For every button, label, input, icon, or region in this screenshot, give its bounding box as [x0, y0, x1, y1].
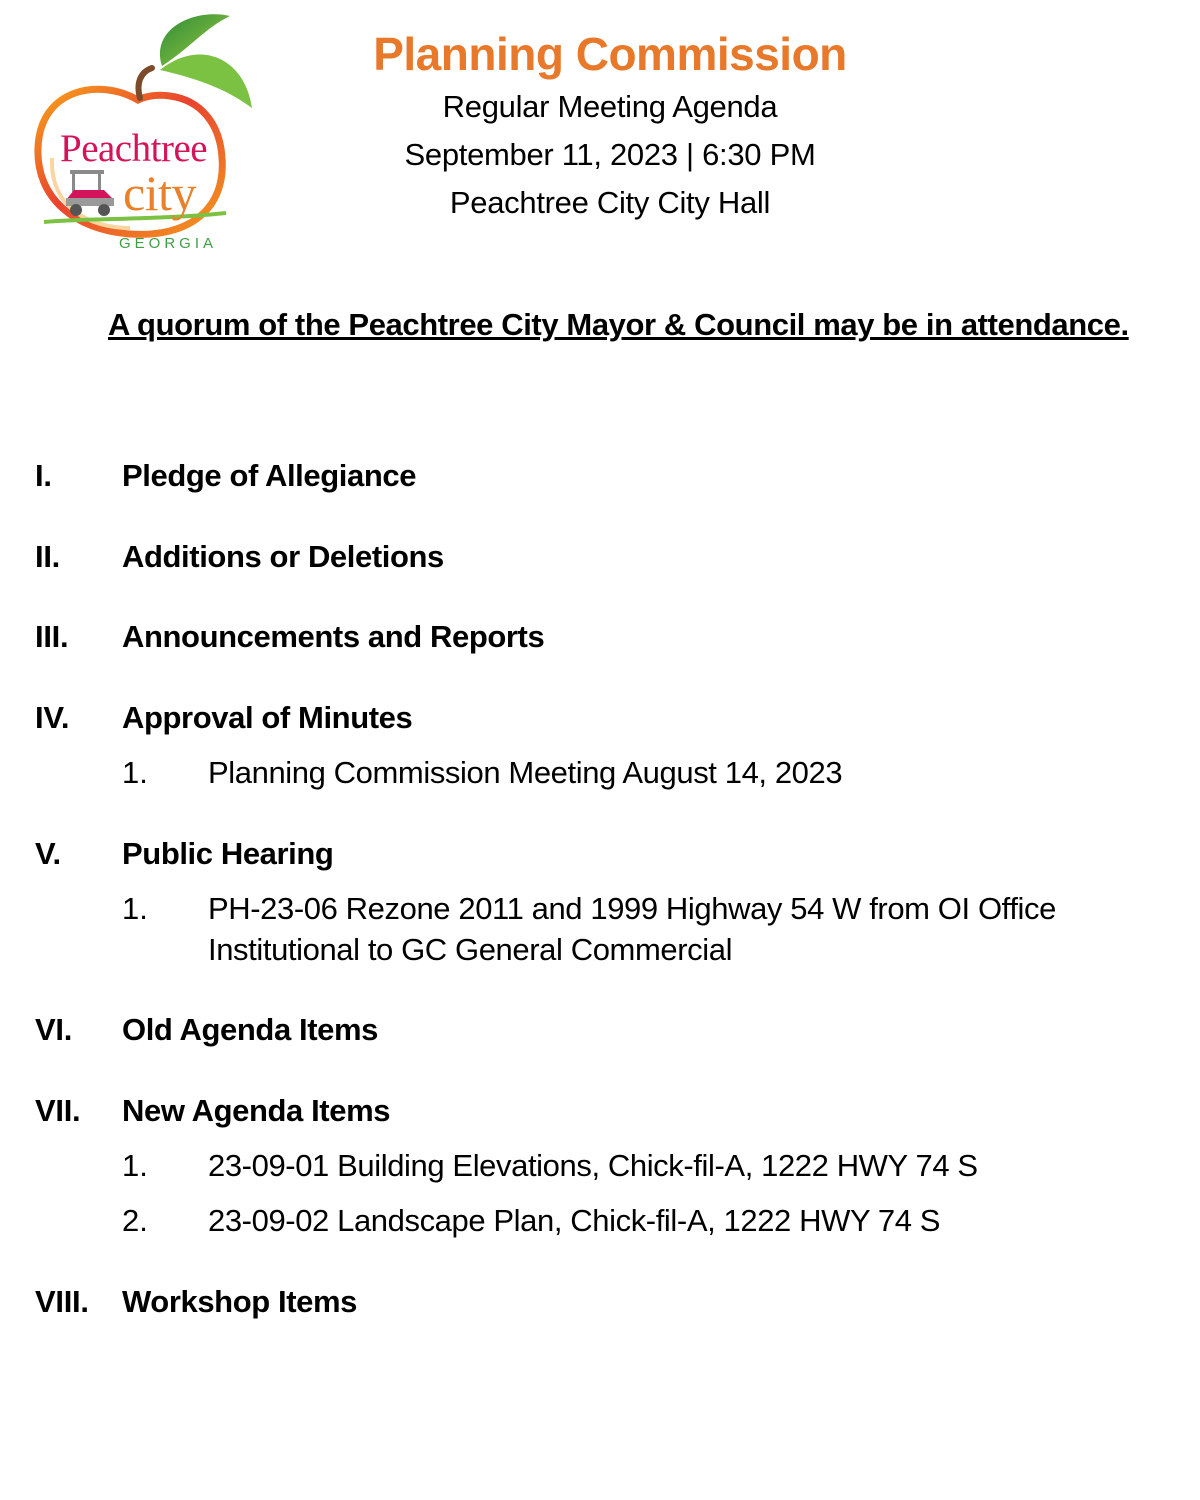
subitem-number: 1. [122, 891, 148, 926]
peachtree-city-logo [30, 8, 260, 253]
section-numeral: VI. [35, 1012, 73, 1047]
section-numeral: IV. [35, 700, 70, 735]
section-numeral: VII. [35, 1093, 81, 1128]
section-title: Public Hearing [122, 836, 334, 871]
section-numeral: II. [35, 539, 60, 574]
quorum-notice: A quorum of the Peachtree City Mayor & Council may be in attendance. [108, 307, 1129, 342]
section-title: Workshop Items [122, 1284, 357, 1319]
section-title: Approval of Minutes [122, 700, 413, 735]
section-title: New Agenda Items [122, 1093, 391, 1128]
meeting-type: Regular Meeting Agenda [442, 89, 778, 124]
page-title: Planning Commission [373, 28, 847, 80]
subitem-text: 23-09-01 Building Elevations, Chick-fil-A, 1222 HWY 74 S [208, 1148, 978, 1183]
section-numeral: V. [35, 836, 61, 871]
section-title: Pledge of Allegiance [122, 458, 417, 493]
logo-word-peachtree: Peachtree [60, 127, 208, 170]
subitem-text: Planning Commission Meeting August 14, 2023 [208, 755, 843, 790]
section-numeral: III. [35, 619, 69, 654]
section-numeral: VIII. [35, 1284, 89, 1319]
section-numeral: I. [35, 458, 52, 493]
logo-word-city: city [123, 165, 196, 221]
meeting-datetime: September 11, 2023 | 6:30 PM [404, 137, 816, 172]
section-title: Announcements and Reports [122, 619, 545, 654]
subitem-number: 1. [122, 1148, 148, 1183]
section-title: Old Agenda Items [122, 1012, 378, 1047]
subitem-number: 1. [122, 755, 148, 790]
subitem-text: PH-23-06 Rezone 2011 and 1999 Highway 54 W from OI Office Institutional to GC General Commercial [208, 891, 1056, 967]
golf-cart-icon [66, 170, 114, 216]
meeting-location: Peachtree City City Hall [449, 185, 771, 220]
document-header [330, 25, 890, 227]
section-title: Additions or Deletions [122, 539, 444, 574]
logo-word-georgia: GEORGIA [119, 235, 218, 252]
subitem-text: 23-09-02 Landscape Plan, Chick-fil-A, 1222 HWY 74 S [208, 1203, 941, 1238]
subitem-number: 2. [122, 1203, 148, 1238]
